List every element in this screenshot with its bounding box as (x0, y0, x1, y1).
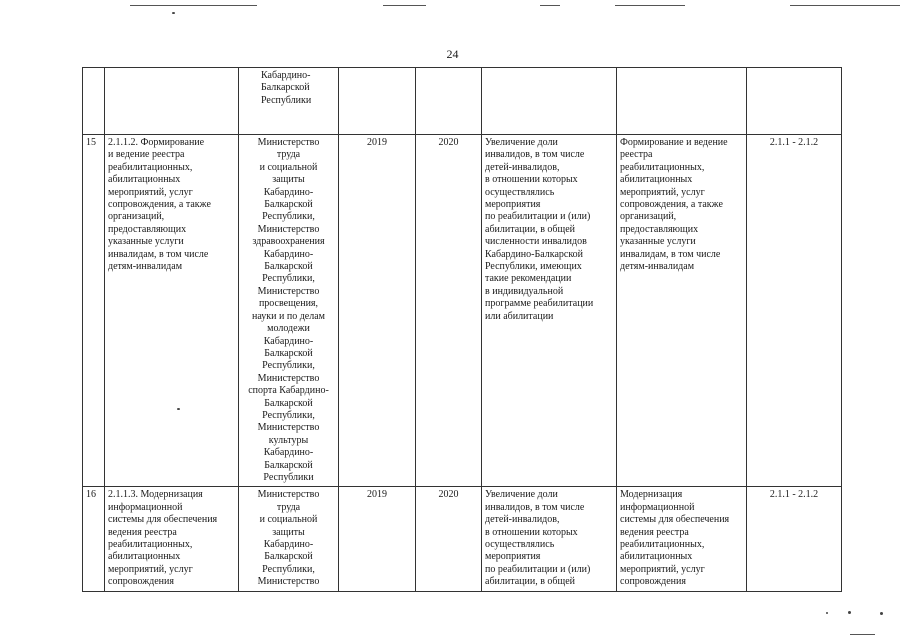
cell-year-start (339, 68, 416, 135)
cell-executors: Министерство труда и социальной защиты Кабардино- Балкарской Республики, Министерство (239, 487, 339, 591)
scan-speck (172, 12, 175, 14)
cell-activity-name: 2.1.1.2. Формирование и ведение реестра реабилитационных, абилитационных мероприятий, услуг сопровождения, а также организаций, предоставляющих указанные услуги инвалидам, в том числе детям-инвалидам (105, 135, 239, 487)
page-number: 24 (446, 47, 459, 61)
scan-artifact-line (790, 5, 900, 6)
cell-year-end: 2020 (416, 135, 482, 487)
cell-expected-result: Увеличение доли инвалидов, в том числе детей-инвалидов, в отношении которых осуществлялись мероприятия по реабилитации и (или) абилитации, в общей (482, 487, 617, 591)
program-activities-table (82, 67, 842, 592)
cell-number: 15 (83, 135, 105, 487)
cell-number (83, 68, 105, 135)
cell-indicators: 2.1.1 - 2.1.2 (747, 135, 842, 487)
cell-expected-result: Увеличение доли инвалидов, в том числе детей-инвалидов, в отношении которых осуществлялись мероприятия по реабилитации и (или) абилитации, в общей численности инвалидов Кабардино-Балкарской Республики, имеющих такие рекомендации в индивидуальной программе реабилитации или абилитации (482, 135, 617, 487)
scan-speck (848, 611, 851, 614)
cell-expected-result (482, 68, 617, 135)
cell-activity-name (105, 68, 239, 135)
cell-connection: Формирование и ведение реестра реабилитационных, абилитационных мероприятий, услуг сопровождения, а также организаций, предоставляющих указанные услуги инвалидам, в том числе детям-инвалидам (617, 135, 747, 487)
table-row-continuation (83, 68, 842, 135)
scan-artifact-line (615, 5, 685, 6)
table-row (83, 135, 842, 487)
cell-year-end (416, 68, 482, 135)
cell-year-end: 2020 (416, 487, 482, 591)
scan-speck (177, 408, 180, 410)
cell-activity-name: 2.1.1.3. Модернизация информационной системы для обеспечения ведения реестра реабилитационных, абилитационных мероприятий, услуг сопровождения (105, 487, 239, 591)
cell-indicators: 2.1.1 - 2.1.2 (747, 487, 842, 591)
table-row (83, 487, 842, 591)
cell-executors: Министерство труда и социальной защиты Кабардино- Балкарской Республики, Министерство здравоохранения Кабардино- Балкарской Республики, Министерство просвещения, науки и по делам молодежи Кабардино- Балкарской Республики, Министерство спорта Кабардино- Балкарской Республики, Министерство культуры Кабардино- Балкарской Республики (239, 135, 339, 487)
scan-speck (880, 612, 883, 615)
cell-connection: Модернизация информационной системы для обеспечения ведения реестра реабилитационных, абилитационных мероприятий, услуг сопровождения (617, 487, 747, 591)
scan-artifact-line (540, 5, 560, 6)
scan-artifact-line (130, 5, 257, 6)
scan-artifact-line (850, 634, 875, 635)
cell-executors: Кабардино- Балкарской Республики (239, 68, 339, 135)
cell-year-start: 2019 (339, 135, 416, 487)
scan-artifact-line (383, 5, 426, 6)
cell-year-start: 2019 (339, 487, 416, 591)
cell-number: 16 (83, 487, 105, 591)
cell-indicators (747, 68, 842, 135)
scan-speck (826, 612, 828, 614)
cell-connection (617, 68, 747, 135)
